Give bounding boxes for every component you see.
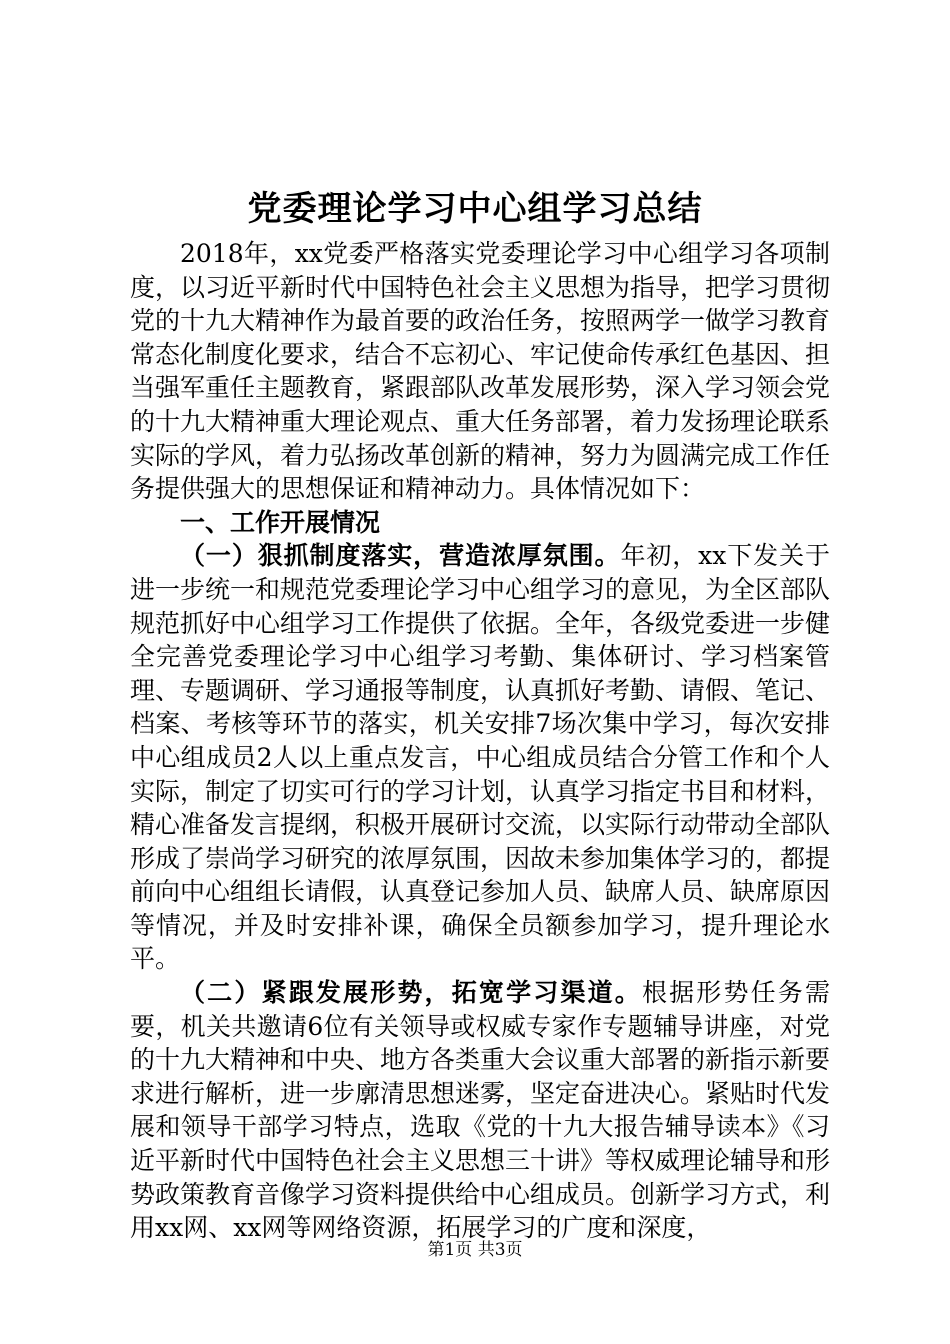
paragraph-1 (130, 539, 830, 976)
paragraph-2 (130, 976, 830, 1245)
paragraph-2-lead: （二）紧跟发展形势，拓宽学习渠道。 (180, 978, 642, 1008)
paragraph-1-lead: （一）狠抓制度落实，营造浓厚氛围。 (180, 541, 621, 571)
document-title: 党委理论学习中心组学习总结 (247, 189, 703, 229)
page-footer: 第1页 共3页 (427, 1240, 523, 1260)
paragraph-1-body: 年初，xx下发关于进一步统一和规范党委理论学习中心组学习的意见，为全区部队规范抓好中心组学习工作提供了依据。全年，各级党委进一步健全完善党委理论学习中心组学习考勤、集体研讨、学习档案管理、专题调研、学习通报等制度，认真抓好考勤、请假、笔记、档案、考核等环节的落实，机关安排7场次集中学习，每次安排中心组成员2人以上重点发言，中心组成员结合分管工作和个人实际，制定了切实可行的学习计划，认真学习指定书目和材料，精心准备发言提纲，积极开展研讨交流，以实际行动带动全部队形成了崇尚学习研究的浓厚氛围，因故未参加集体学习的，都提前向中心组组长请假，认真登记参加人员、缺席人员、缺席原因等情况，并及时安排补课，确保全员额参加学习，提升理论水平。 (130, 541, 831, 974)
intro-paragraph: 2018年，xx党委严格落实党委理论学习中心组学习各项制度，以习近平新时代中国特色社会主义思想为指导，把学习贯彻党的十九大精神作为最首要的政治任务，按照两学一做学习教育常态化制度化要求，结合不忘初心、牢记使命传承红色基因、担当强军重任主题教育，紧跟部队改革发展形势，深入学习领会党的十九大精神重大理论观点、重大任务部署，着力发扬理论联系实际的学风，着力弘扬改革创新的精神，努力为圆满完成工作任务提供强大的思想保证和精神动力。具体情况如下： (130, 239, 831, 504)
document-body (130, 237, 830, 1245)
section-heading-1: 一、工作开展情况 (180, 507, 381, 537)
paragraph-2-body: 根据形势任务需要，机关共邀请6位有关领导或权威专家作专题辅导讲座，对党的十九大精神和中央、地方各类重大会议重大部署的新指示新要求进行解析，进一步廓清思想迷雾，坚定奋进决心。紧贴时代发展和领导干部学习特点，选取《党的十九大报告辅导读本》《习近平新时代中国特色社会主义思想三十讲》等权威理论辅导和形势政策教育音像学习资料提供给中心组成员。创新学习方式，利用xx网、xx网等网络资源，拓展学习的广度和深度， (130, 978, 831, 1243)
